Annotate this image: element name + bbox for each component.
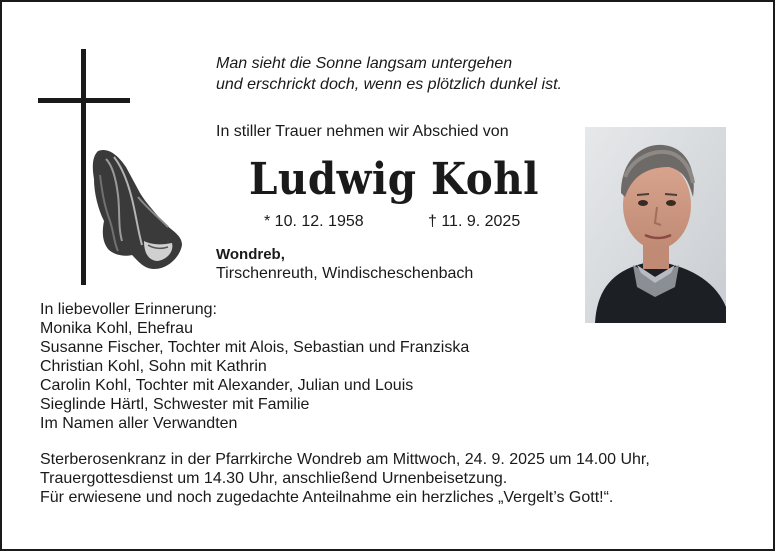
service-info: [40, 450, 650, 507]
rosary-info: Sterberosenkranz in der Pfarrkirche Wondreb am Mittwoch, 24. 9. 2025 um 14.00 Uhr,: [40, 451, 650, 468]
mourner-line: Monika Kohl, Ehefrau: [40, 320, 193, 337]
mourner-line: Im Namen aller Verwandten: [40, 415, 238, 432]
portrait-photo: [585, 127, 726, 323]
thanks-note: Für erwiesene und noch zugedachte Anteilnahme ein herzliches „Vergelt’s Gott!“.: [40, 489, 614, 506]
home-place: Wondreb,: [216, 246, 285, 263]
mourner-line: Susanne Fischer, Tochter mit Alois, Sebastian und Franziska: [40, 339, 470, 356]
other-places: Tirschenreuth, Windischeschenbach: [216, 265, 474, 282]
quote-line-1: Man sieht die Sonne langsam untergehen: [216, 55, 513, 72]
quote: [216, 53, 562, 95]
mourner-line: Christian Kohl, Sohn mit Kathrin: [40, 358, 267, 375]
death-date: † 11. 9. 2025: [428, 213, 521, 230]
mourners-list: [40, 300, 469, 433]
mourner-line: Carolin Kohl, Tochter mit Alexander, Julian und Louis: [40, 377, 414, 394]
praying-hands-icon: [88, 145, 186, 273]
quote-line-2: und erschrickt doch, wenn es plötzlich dunkel ist.: [216, 76, 562, 93]
intro-text: In stiller Trauer nehmen wir Abschied von: [216, 123, 509, 140]
mourners-heading: In liebevoller Erinnerung:: [40, 301, 217, 318]
mourner-line: Sieglinde Härtl, Schwester mit Familie: [40, 396, 310, 413]
funeral-service-info: Trauergottesdienst um 14.30 Uhr, anschließend Urnenbeisetzung.: [40, 470, 508, 487]
birth-date: * 10. 12. 1958: [264, 213, 364, 230]
deceased-name: Ludwig Kohl: [249, 154, 539, 205]
